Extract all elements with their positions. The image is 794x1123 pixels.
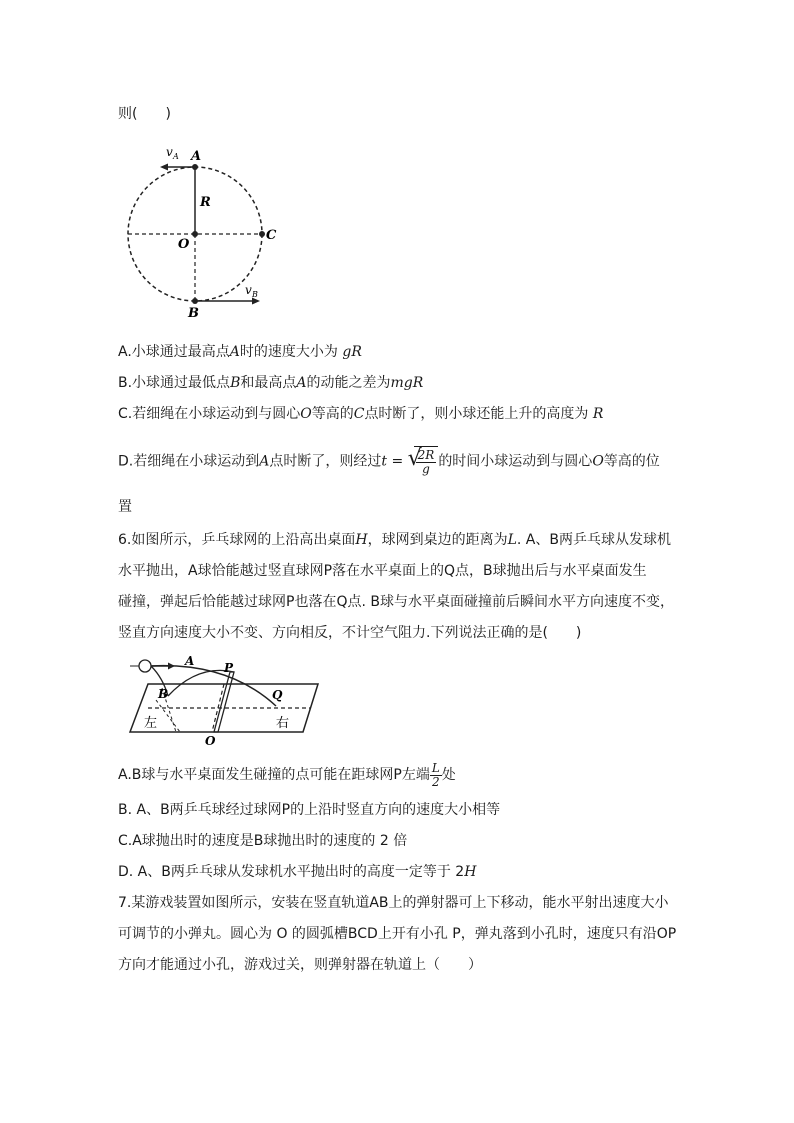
point-c-label: C bbox=[266, 228, 277, 243]
net-p-label: P bbox=[224, 661, 234, 675]
ping-pong-diagram bbox=[118, 652, 328, 748]
question-6-line-3: 碰撞，弹起后恰能越过球网P也落在Q点. B球与水平桌面碰撞前后瞬间水平方向速度不变， bbox=[118, 594, 674, 610]
intro-text: 则( ) bbox=[118, 106, 171, 122]
right-side-label: 右 bbox=[276, 716, 290, 731]
option-5d: D.若细绳在小球运动到A点时断了，则经过t = √ $\frac{2R}{g}$ 的时间小球运动到与圆心O等高的位 bbox=[118, 446, 660, 476]
question-7-line-1: 7.某游戏装置如图所示，安装在竖直轨道AB上的弹射器可上下移动，能水平射出速度大小 bbox=[118, 895, 669, 911]
ball-a-label: A bbox=[185, 654, 195, 668]
left-side-label: 左 bbox=[144, 716, 158, 731]
option-5a: A.小球通过最高点A时的速度大小为 gR bbox=[118, 344, 362, 360]
option-5c: C.若细绳在小球运动到与圆心O等高的C点时断了，则小球还能上升的高度为 R bbox=[118, 406, 604, 422]
vb-subscript: B bbox=[252, 290, 258, 299]
point-o-label: O bbox=[178, 237, 190, 252]
question-7-line-2: 可调节的小弹丸。圆心为 O 的圆弧槽BCD上开有小孔 P，弹丸落到小孔时，速度只有沿OP bbox=[118, 926, 677, 942]
question-7-line-3: 方向才能通过小孔，游戏过关，则弹射器在轨道上（ ） bbox=[118, 957, 482, 973]
option-6c: C.A球抛出时的速度是B球抛出时的速度的 2 倍 bbox=[118, 833, 408, 849]
question-6-line-1: 6.如图所示，乒乓球网的上沿高出桌面H，球网到桌边的距离为L. A、B两乒乓球从发球机 bbox=[118, 532, 671, 548]
question-6-line-4: 竖直方向速度大小不变、方向相反，不计空气阻力.下列说法正确的是( ) bbox=[118, 625, 582, 641]
option-6b: B. A、B两乒乓球经过球网P的上沿时竖直方向的速度大小相等 bbox=[118, 802, 501, 818]
radius-label: R bbox=[200, 195, 211, 210]
option-5d-continued: 置 bbox=[118, 499, 132, 515]
question-6-line-2: 水平抛出，A球恰能越过竖直球网P落在水平桌面上的Q点，B球抛出后与水平桌面发生 bbox=[118, 563, 647, 579]
point-o-label: O bbox=[205, 734, 216, 748]
option-6a: A.B球与水平桌面发生碰撞的点可能在距球网P左端 $\frac{L}{2}$ 处 bbox=[118, 760, 456, 789]
va-label: v bbox=[166, 145, 173, 159]
point-q-label: Q bbox=[272, 688, 283, 702]
circle-diagram bbox=[118, 140, 288, 325]
va-subscript: A bbox=[173, 152, 179, 161]
point-b-label: B bbox=[188, 306, 199, 321]
point-a-label: A bbox=[191, 149, 202, 164]
vb-label: v bbox=[245, 283, 252, 297]
ball-b-label: B bbox=[158, 687, 169, 701]
option-6d: D. A、B两乒乓球从发球机水平抛出时的高度一定等于 2H bbox=[118, 864, 477, 880]
sqrt-expression: √ $\frac{2R}{g}$ bbox=[408, 446, 439, 477]
option-5b: B.小球通过最低点B和最高点A的动能之差为mgR bbox=[118, 375, 424, 391]
